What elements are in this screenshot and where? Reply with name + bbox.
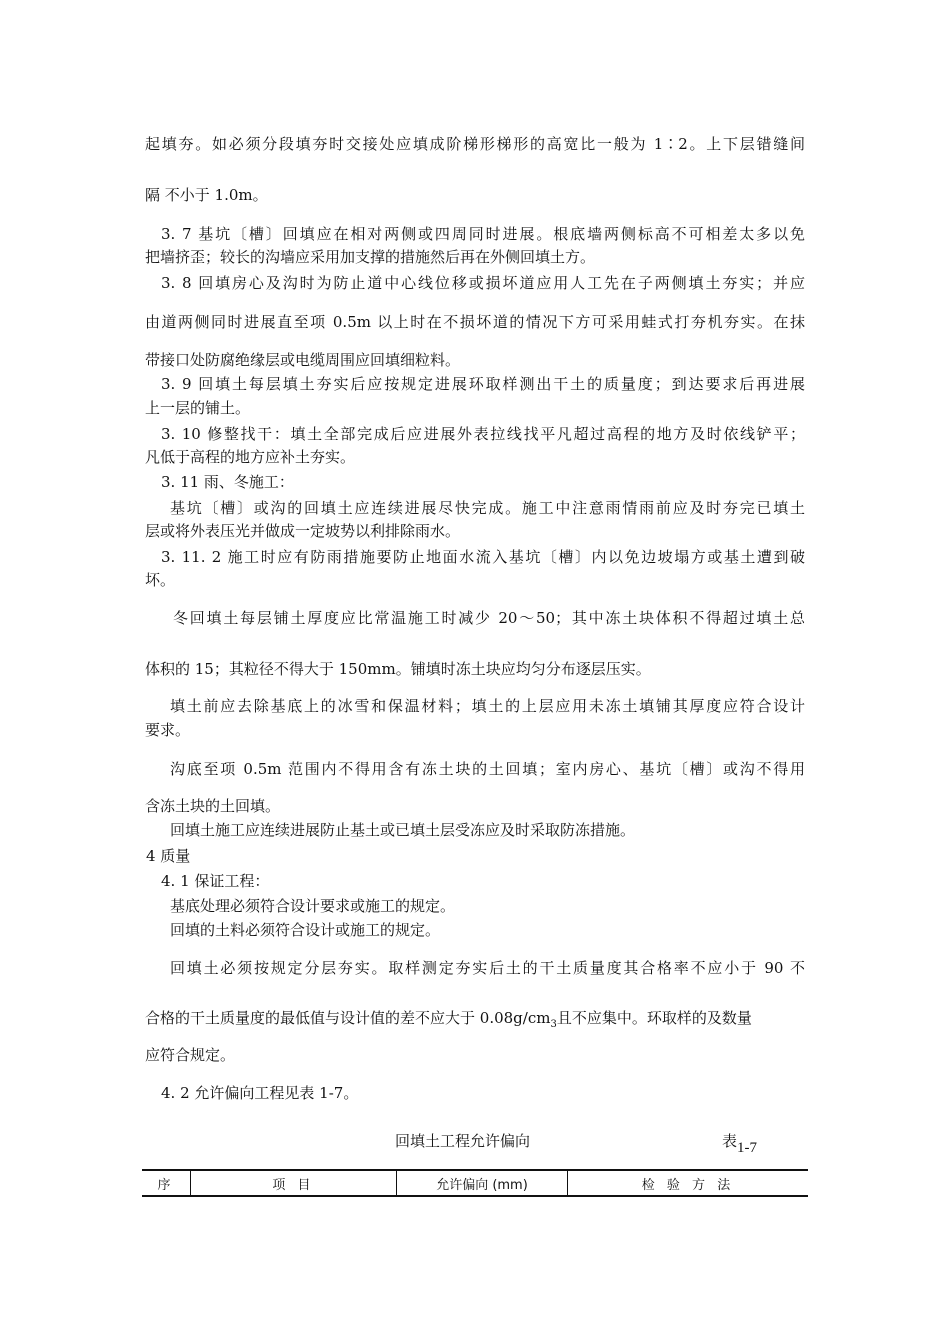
paragraph-line: 回填土施工应连续进展防止基土或已填土层受冻应及时采取防冻措施。: [170, 821, 636, 839]
paragraph-line: 由道两侧同时进展直至项 0.5m 以上时在不损坏道的情况下方可采用蛙式打夯机夯实。在抹: [145, 313, 805, 331]
header-inspection-method: 检 验 方 法: [568, 1170, 809, 1196]
paragraph-line: 坏。: [145, 571, 176, 589]
paragraph-line: 回填土必须按规定分层夯实。取样测定夯实后土的干土质量度其合格率不应小于 90 不: [170, 959, 805, 977]
paragraph-line: 凡低于高程的地方应补土夯实。: [145, 448, 356, 466]
paragraph-line: 应符合规定。: [145, 1046, 236, 1064]
table-number: 表1-7: [722, 1132, 758, 1156]
paragraph-line: 含冻土块的土回填。: [145, 797, 281, 815]
paragraph-line: 回填的土料必须符合设计或施工的规定。: [170, 921, 441, 939]
paragraph-line: 合格的干土质量度的最低值与设计值的差不应大于 $0.08g/cm_3$且不应集中。环取样的及数量: [145, 1009, 752, 1030]
paragraph-line: 起填夯。如必须分段填夯时交接处应填成阶梯形梯形的高宽比一般为 1∶2。上下层错缝间: [145, 135, 805, 153]
paragraph-line: 要求。: [145, 721, 191, 739]
paragraph-line: 层或将外表压光并做成一定坡势以利排除雨水。: [145, 522, 461, 540]
paragraph-line: 基坑〔槽〕或沟的回填土应连续进展尽快完成。施工中注意雨情雨前应及时夯完已填土: [170, 499, 805, 517]
paragraph-line: 把墙挤歪；较长的沟墙应采用加支撑的措施然后再在外侧回填土方。: [145, 248, 596, 266]
paragraph-line: 3. 11. 2 施工时应有防雨措施要防止地面水流入基坑〔槽〕内以免边坡塌方或基土遭到破: [161, 548, 805, 566]
paragraph-line: 上一层的铺土。: [145, 399, 251, 417]
header-allowed-deviation: 允许偏向 (mm): [397, 1170, 568, 1196]
paragraph-line: 冬回填土每层铺土厚度应比常温施工时减少 20～50；其中冻土块体积不得超过填土总: [173, 609, 805, 627]
superscript-unit: 3: [550, 1019, 557, 1030]
paragraph-line: 隔 不小于 1.0m。: [145, 186, 268, 204]
paragraph-line: 4. 2 允许偏向工程见表 1-7。: [161, 1084, 359, 1102]
paragraph-line: 3. 7 基坑〔槽〕回填应在相对两侧或四周同时进展。根底墙两侧标高不可相差太多以免: [161, 225, 805, 243]
header-item: 项 目: [191, 1170, 397, 1196]
paragraph-line: 3. 8 回填房心及沟时为防止道中心线位移或损坏道应用人工先在子两侧填土夯实；并应: [161, 274, 805, 292]
paragraph-line: 3. 9 回填土每层填土夯实后应按规定进展环取样测出干土的质量度；到达要求后再进展: [161, 375, 805, 393]
section-heading: 4 质量: [146, 847, 191, 865]
deviation-table: [142, 1169, 808, 1197]
header-index: 序: [142, 1170, 191, 1196]
paragraph-line: 带接口处防腐绝缘层或电缆周围应回填细粒料。: [145, 351, 461, 369]
paragraph-line: 基底处理必须符合设计要求或施工的规定。: [170, 897, 456, 915]
section-heading: 3. 11 雨、冬施工：: [161, 473, 294, 491]
table-title: 回填土工程允许偏向: [395, 1132, 531, 1150]
table-header-row: [142, 1170, 808, 1196]
paragraph-line: 3. 10 修整找干：填土全部完成后应进展外表拉线找平凡超过高程的地方及时依线铲平；: [161, 425, 805, 443]
subsection-heading: 4. 1 保证工程：: [161, 872, 270, 890]
paragraph-line: 沟底至项 0.5m 范围内不得用含有冻土块的土回填；室内房心、基坑〔槽〕或沟不得用: [170, 760, 805, 778]
paragraph-line: 填土前应去除基底上的冰雪和保温材料；填土的上层应用未冻土填铺其厚度应符合设计: [170, 697, 805, 715]
paragraph-line: 体积的 15；其粒径不得大于 150mm。铺填时冻土块应均匀分布逐层压实。: [145, 660, 651, 678]
